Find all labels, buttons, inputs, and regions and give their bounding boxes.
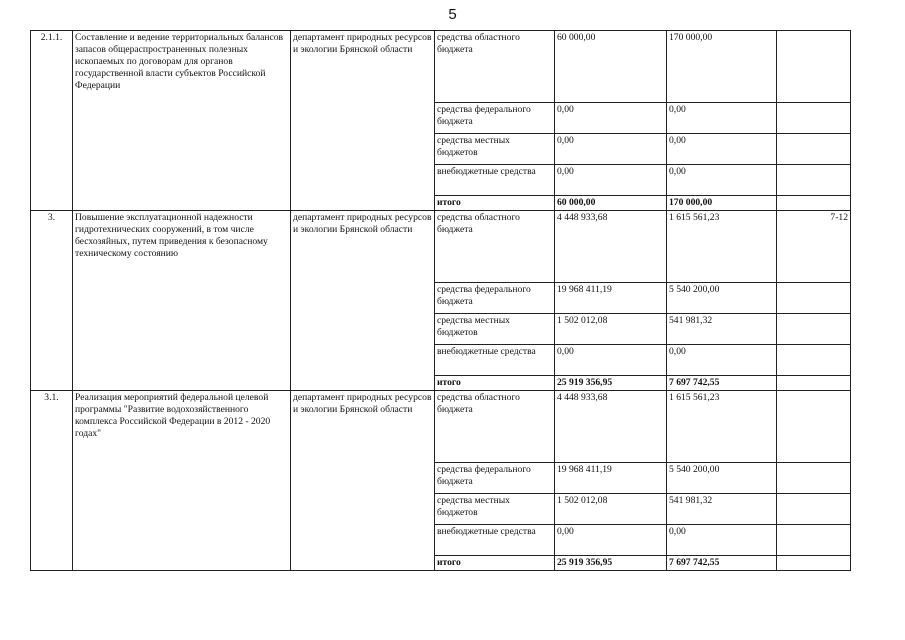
funding-source: средства областного бюджета <box>435 211 555 283</box>
empty-cell <box>777 463 851 494</box>
table-row <box>31 31 851 103</box>
target-indicator-ref: 7-12 <box>777 211 851 283</box>
amount-col-1: 25 919 356,95 <box>555 376 667 391</box>
item-number: 2.1.1. <box>31 31 73 211</box>
amount-col-2: 541 981,32 <box>667 494 777 525</box>
amount-col-1: 19 968 411,19 <box>555 463 667 494</box>
amount-col-1: 0,00 <box>555 103 667 134</box>
funding-source: средства федерального бюджета <box>435 463 555 494</box>
empty-cell <box>777 314 851 345</box>
amount-col-1: 1 502 012,08 <box>555 494 667 525</box>
amount-col-2: 0,00 <box>667 345 777 376</box>
funding-source: итого <box>435 196 555 211</box>
item-title: Составление и ведение территориальных балансов запасов общераспространенных полезных ископаемых по договорам для органов государственной власти субъектов Российской Федерации <box>73 31 291 211</box>
empty-cell <box>777 103 851 134</box>
amount-col-1: 1 502 012,08 <box>555 314 667 345</box>
amount-col-2: 0,00 <box>667 525 777 556</box>
amount-col-2: 7 697 742,55 <box>667 376 777 391</box>
item-title: Повышение эксплуатационной надежности гидротехнических сооружений, в том числе бесхозяйных, путем приведения к безопасному техническому состоянию <box>73 211 291 391</box>
amount-col-1: 0,00 <box>555 345 667 376</box>
empty-cell <box>777 376 851 391</box>
empty-cell <box>777 134 851 165</box>
funding-source: средства федерального бюджета <box>435 103 555 134</box>
funding-source: средства местных бюджетов <box>435 134 555 165</box>
amount-col-2: 1 615 561,23 <box>667 391 777 463</box>
amount-col-2: 7 697 742,55 <box>667 556 777 571</box>
empty-cell <box>777 525 851 556</box>
amount-col-1: 0,00 <box>555 165 667 196</box>
table-row <box>31 211 851 283</box>
empty-cell <box>777 196 851 211</box>
amount-col-1: 0,00 <box>555 525 667 556</box>
page-number: 5 <box>448 6 457 23</box>
amount-col-1: 60 000,00 <box>555 196 667 211</box>
empty-cell <box>777 165 851 196</box>
funding-source: итого <box>435 376 555 391</box>
item-executor: департамент природных ресурсов и экологии Брянской области <box>291 391 435 571</box>
target-indicator-ref <box>777 391 851 463</box>
amount-col-1: 4 448 933,68 <box>555 391 667 463</box>
amount-col-2: 0,00 <box>667 165 777 196</box>
amount-col-2: 170 000,00 <box>667 196 777 211</box>
empty-cell <box>777 494 851 525</box>
empty-cell <box>777 283 851 314</box>
amount-col-1: 0,00 <box>555 134 667 165</box>
amount-col-2: 170 000,00 <box>667 31 777 103</box>
funding-source: итого <box>435 556 555 571</box>
amount-col-2: 0,00 <box>667 134 777 165</box>
funding-source: внебюджетные средства <box>435 165 555 196</box>
amount-col-1: 25 919 356,95 <box>555 556 667 571</box>
empty-cell <box>777 345 851 376</box>
amount-col-1: 4 448 933,68 <box>555 211 667 283</box>
funding-source: внебюджетные средства <box>435 345 555 376</box>
amount-col-2: 5 540 200,00 <box>667 283 777 314</box>
item-executor: департамент природных ресурсов и экологии Брянской области <box>291 31 435 211</box>
funding-source: средства местных бюджетов <box>435 314 555 345</box>
item-executor: департамент природных ресурсов и экологии Брянской области <box>291 211 435 391</box>
item-title: Реализация мероприятий федеральной целевой программы "Развитие водохозяйственного комплекса Российской Федерации в 2012 - 2020 годах" <box>73 391 291 571</box>
funding-source: средства областного бюджета <box>435 31 555 103</box>
target-indicator-ref <box>777 31 851 103</box>
funding-source: средства федерального бюджета <box>435 283 555 314</box>
amount-col-1: 60 000,00 <box>555 31 667 103</box>
table-row <box>31 391 851 463</box>
item-number: 3. <box>31 211 73 391</box>
amount-col-2: 541 981,32 <box>667 314 777 345</box>
funding-source: внебюджетные средства <box>435 525 555 556</box>
budget-table <box>30 30 851 571</box>
amount-col-2: 5 540 200,00 <box>667 463 777 494</box>
amount-col-2: 0,00 <box>667 103 777 134</box>
empty-cell <box>777 556 851 571</box>
funding-source: средства местных бюджетов <box>435 494 555 525</box>
amount-col-1: 19 968 411,19 <box>555 283 667 314</box>
item-number: 3.1. <box>31 391 73 571</box>
amount-col-2: 1 615 561,23 <box>667 211 777 283</box>
funding-source: средства областного бюджета <box>435 391 555 463</box>
